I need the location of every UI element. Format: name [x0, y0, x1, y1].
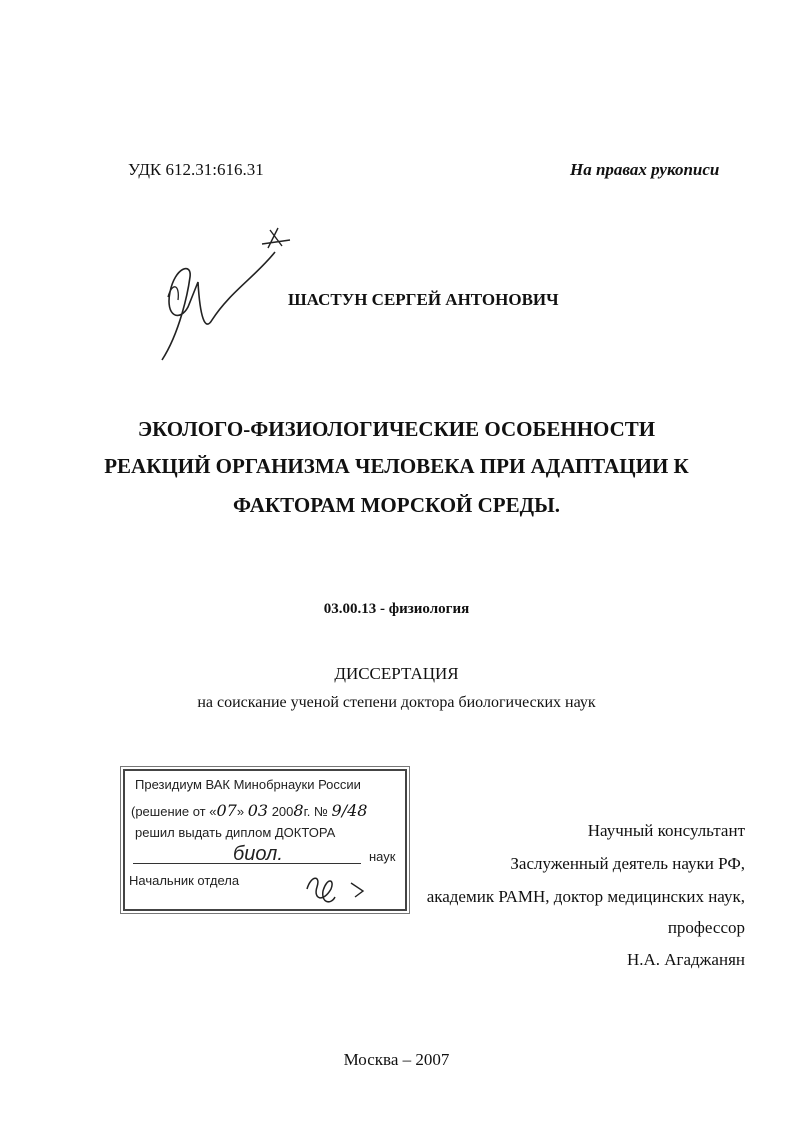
vak-stamp: [123, 769, 407, 911]
stamp-day: 07: [216, 801, 237, 820]
author-name: ШАСТУН СЕРГЕЙ АНТОНОВИЧ: [288, 290, 559, 309]
title-line-2: РЕАКЦИЙ ОРГАНИЗМА ЧЕЛОВЕКА ПРИ АДАПТАЦИИ К: [104, 454, 689, 478]
specialty-code: 03.00.13 - физиология: [323, 601, 470, 617]
stamp-field-handwritten: биол.: [233, 843, 283, 865]
udk-code: УДК 612.31:616.31: [128, 160, 264, 179]
supervisor-title-1: Заслуженный деятель науки РФ,: [510, 854, 745, 873]
title-line-1: ЭКОЛОГО-ФИЗИОЛОГИЧЕСКИЕ ОСОБЕННОСТИ: [137, 417, 656, 441]
degree-statement: на соискание ученой степени доктора биологических наук: [197, 694, 596, 711]
manuscript-note: На правах рукописи: [570, 160, 720, 179]
city-year: Москва – 2007: [343, 1050, 450, 1069]
document-type: ДИССЕРТАЦИЯ: [334, 664, 459, 683]
stamp-year-digit: 8: [293, 801, 304, 820]
supervisor-title-2: академик РАМН, доктор медицинских наук,: [426, 887, 745, 906]
stamp-signature-icon: [301, 869, 371, 907]
stamp-date-prefix: (решение от «: [131, 804, 217, 819]
stamp-year-prefix: 200: [271, 804, 294, 819]
stamp-decision-number: 9/48: [331, 801, 368, 820]
supervisor-role: Научный консультант: [587, 821, 745, 840]
author-signature-icon: [150, 222, 295, 367]
stamp-date-sep: »: [236, 804, 245, 819]
stamp-line-1: Президиум ВАК Минобрнауки России: [135, 777, 361, 792]
supervisor-name: Н.А. Агаджанян: [626, 950, 745, 969]
stamp-field-underline: [133, 863, 361, 864]
supervisor-title-3: профессор: [667, 918, 745, 937]
title-line-3: ФАКТОРАМ МОРСКОЙ СРЕДЫ.: [233, 493, 560, 517]
stamp-number-label: г. №: [303, 804, 328, 819]
stamp-month: 03: [247, 801, 269, 820]
stamp-line-4-suffix: наук: [369, 849, 396, 864]
stamp-line-3: решил выдать диплом ДОКТОРА: [135, 825, 336, 840]
stamp-line-2: [131, 801, 367, 820]
stamp-line-5: Начальник отдела: [129, 873, 240, 888]
